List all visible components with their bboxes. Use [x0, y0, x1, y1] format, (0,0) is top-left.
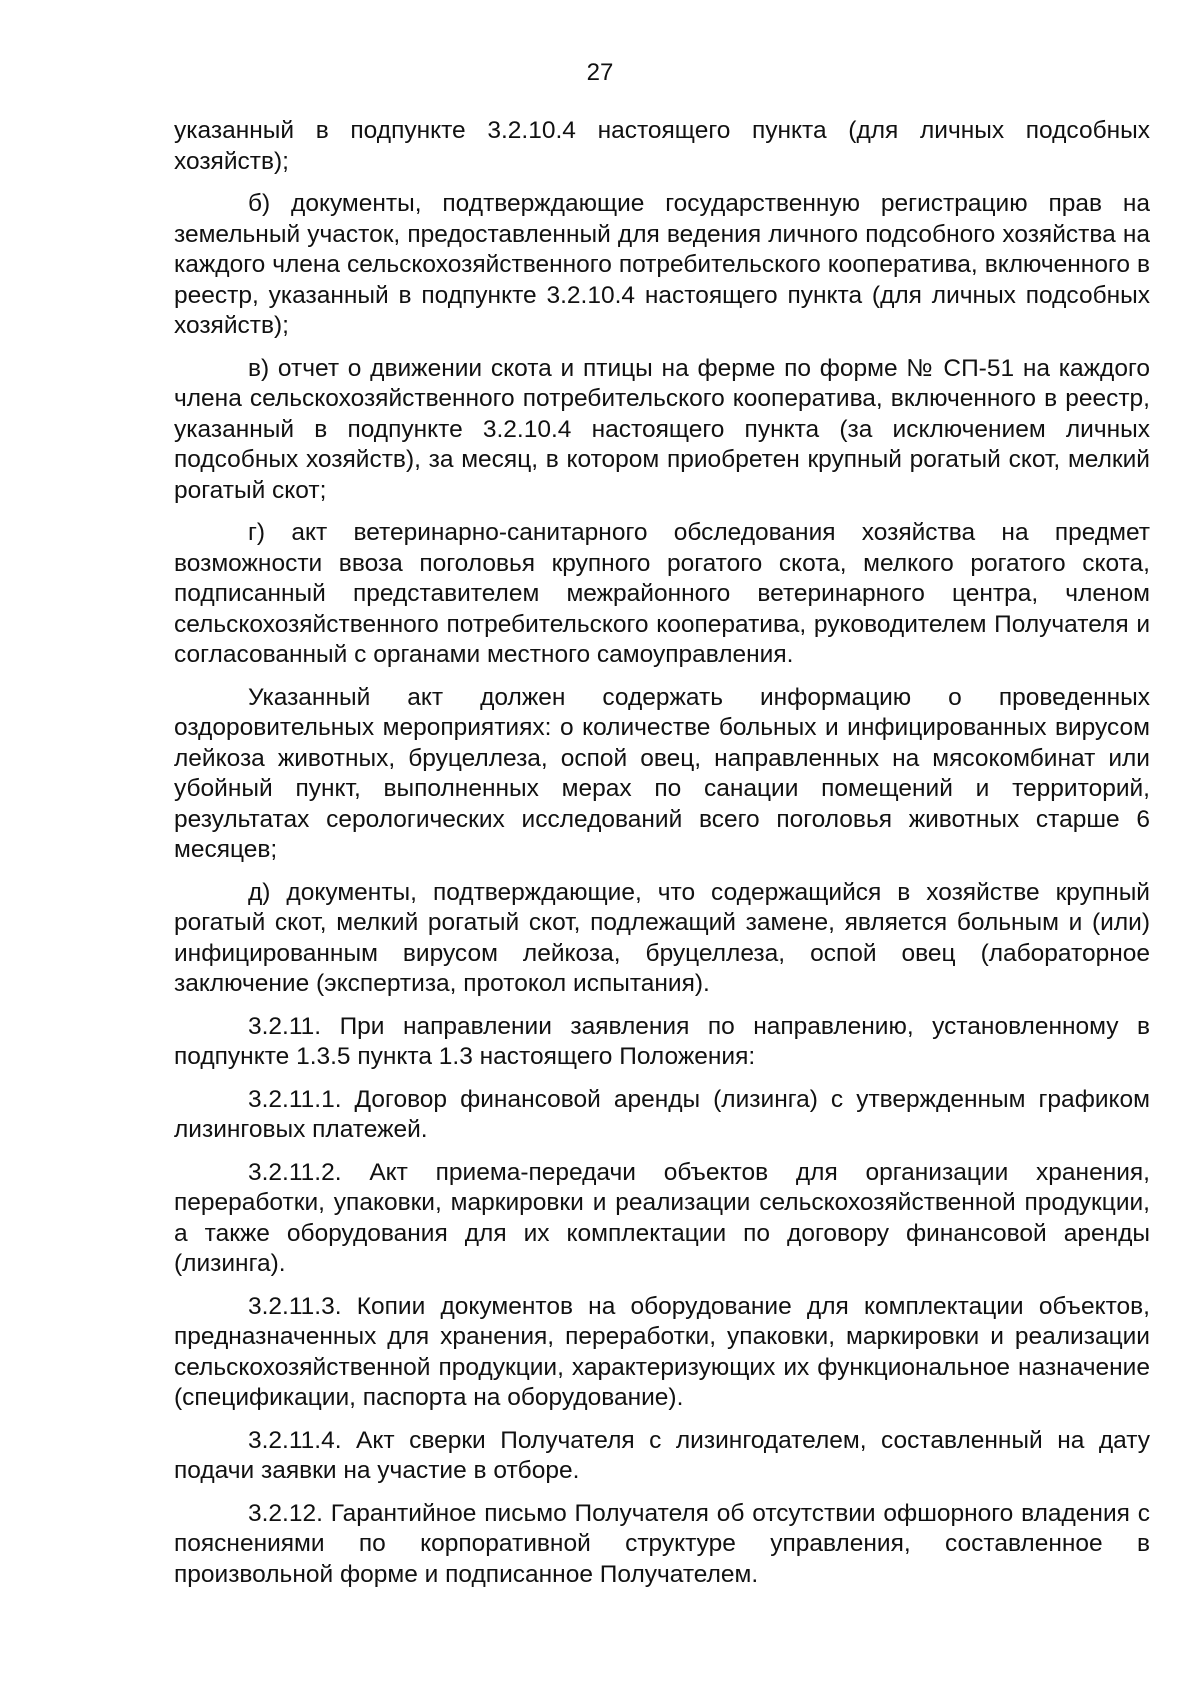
document-body	[174, 116, 1150, 1602]
paragraph-3-2-11: 3.2.11. При направлении заявления по направлению, установленному в подпункте 1.3.5 пункта 1.3 настоящего Положения:	[174, 1012, 1150, 1070]
paragraph-3-2-11-2: 3.2.11.2. Акт приема-передачи объектов для организации хранения, переработки, упаковки, маркировки и реализации сельскохозяйственной продукции, а также оборудования для их комплектации по договору финансовой аренды (лизинга).	[174, 1158, 1150, 1277]
paragraph-b-land-rights: б) документы, подтверждающие государственную регистрацию прав на земельный участок, предоставленный для ведения личного подсобного хозяйства на каждого члена сельскохозяйственного потребительского кооператива, включенного в реестр, указанный в подпункте 3.2.10.4 настоящего пункта (для личных подсобных хозяйств);	[174, 190, 1150, 339]
paragraph-v-livestock-report: в) отчет о движении скота и птицы на ферме по форме № СП-51 на каждого члена сельскохозяйственного потребительского кооператива, включенного в реестр, указанный в подпункте 3.2.10.4 настоящего пункта (за исключением личных подсобных хозяйств), за месяц, в котором приобретен крупный рогатый скот, мелкий рогатый скот;	[174, 354, 1150, 504]
paragraph-continuation: указанный в подпункте 3.2.10.4 настоящего пункта (для личных подсобных хозяйств);	[174, 117, 1150, 175]
paragraph-d-disease-docs: д) документы, подтверждающие, что содержащийся в хозяйстве крупный рогатый скот, мелкий рогатый скот, подлежащий замене, является больным и (или) инфицированным вирусом лейкоза, бруцеллеза, оспой овец (лабораторное заключение (экспертиза, протокол испытания).	[174, 878, 1150, 997]
paragraph-act-contents: Указанный акт должен содержать информацию о проведенных оздоровительных мероприятиях: о количестве больных и инфицированных вирусом лейкоза животных, бруцеллеза, оспой овец, направленных на мясокомбинат или убойный пункт, выполненных мерах по санации помещений и территорий, результатах серологических исследований всего поголовья животных старше 6 месяцев;	[174, 683, 1150, 863]
paragraph-3-2-12: 3.2.12. Гарантийное письмо Получателя об отсутствии офшорного владения с пояснениями по корпоративной структуре управления, составленное в произвольной форме и подписанное Получателем.	[174, 1499, 1150, 1588]
paragraph-3-2-11-4: 3.2.11.4. Акт сверки Получателя с лизингодателем, составленный на дату подачи заявки на участие в отборе.	[174, 1426, 1150, 1484]
paragraph-3-2-11-1: 3.2.11.1. Договор финансовой аренды (лизинга) с утвержденным графиком лизинговых платежей.	[174, 1085, 1150, 1143]
paragraph-g-vet-inspection: г) акт ветеринарно-санитарного обследования хозяйства на предмет возможности ввоза поголовья крупного рогатого скота, мелкого рогатого скота, подписанный представителем межрайонного ветеринарного центра, членом сельскохозяйственного потребительского кооператива, руководителем Получателя и согласованный с органами местного самоуправления.	[174, 519, 1150, 668]
page-number: 27	[586, 59, 614, 86]
paragraph-3-2-11-3: 3.2.11.3. Копии документов на оборудование для комплектации объектов, предназначенных для хранения, переработки, упаковки, маркировки и реализации сельскохозяйственной продукции, характеризующих их функциональное назначение (спецификации, паспорта на оборудование).	[174, 1292, 1150, 1411]
